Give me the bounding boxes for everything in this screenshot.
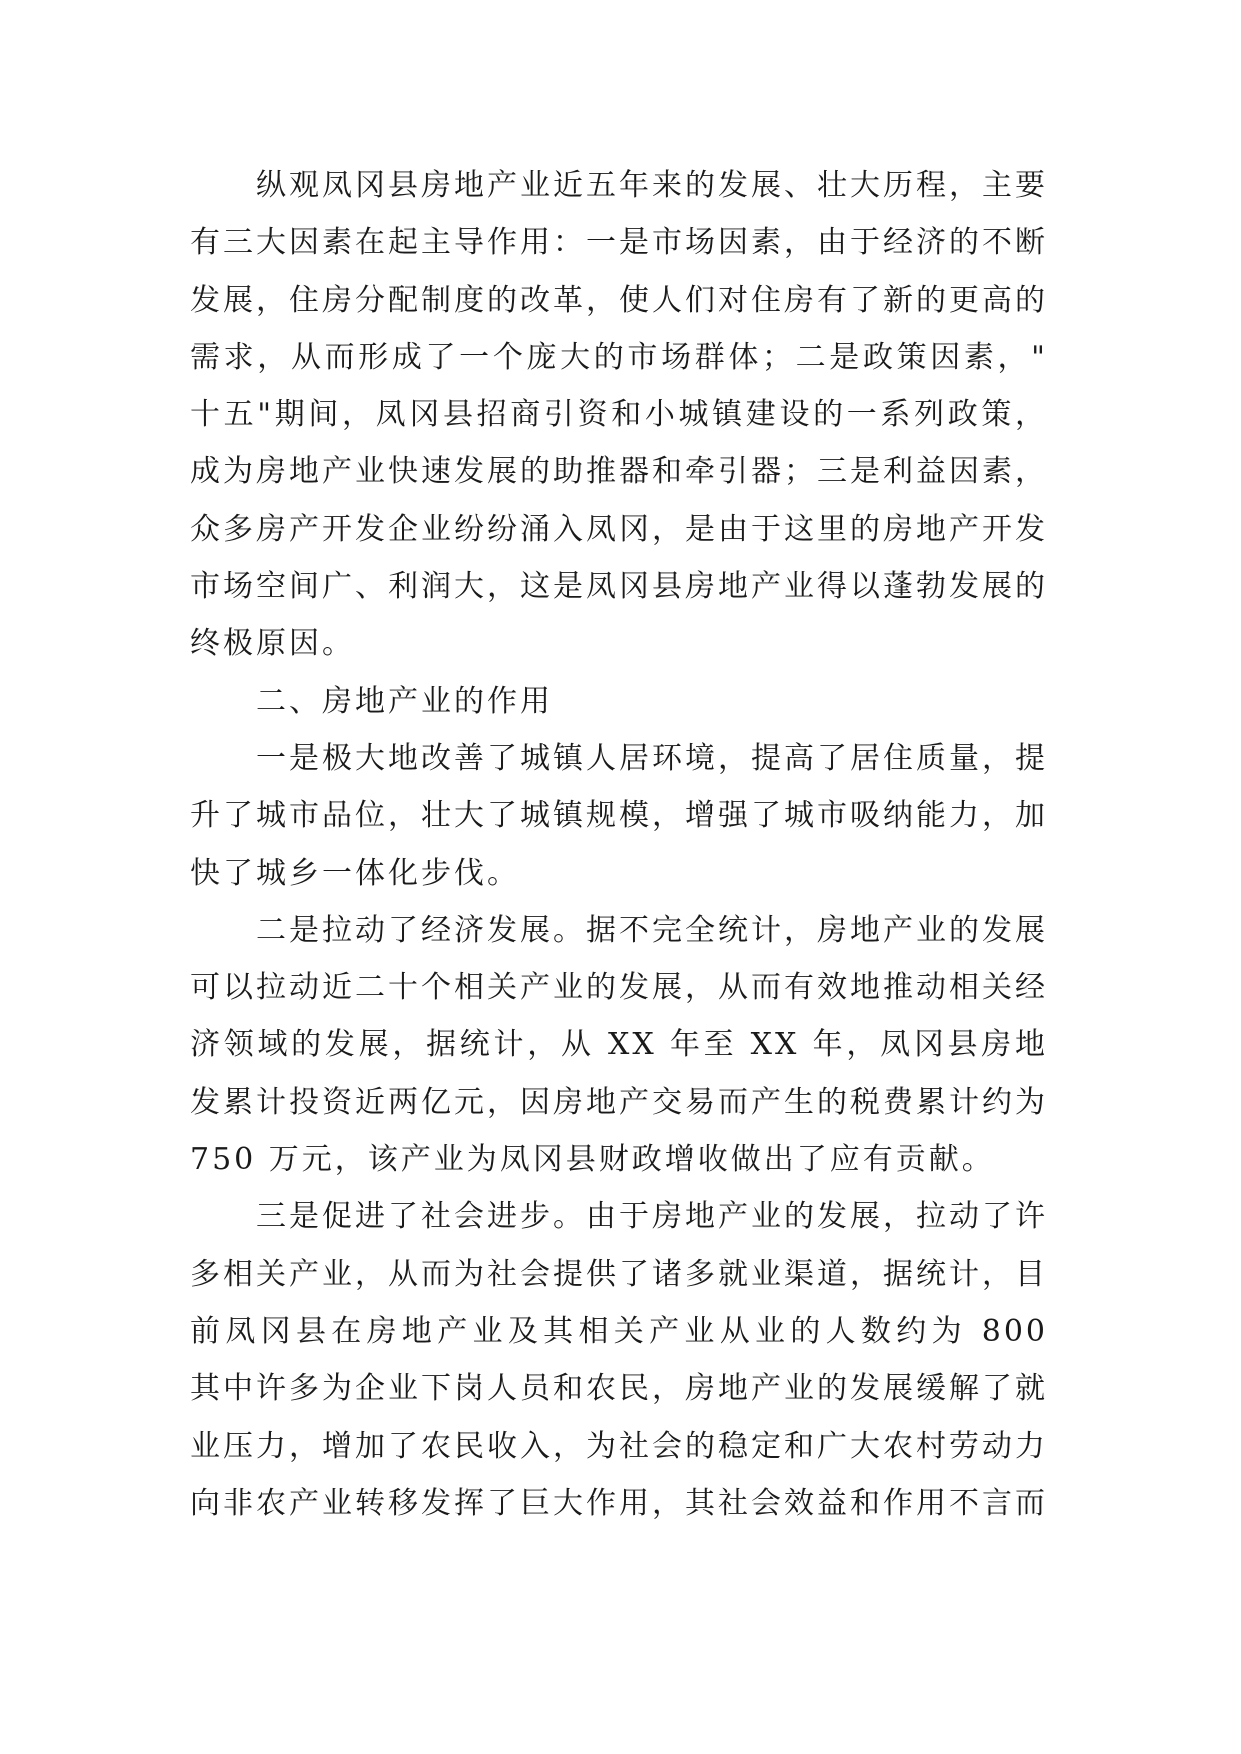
paragraph-line: 其中许多为企业下岗人员和农民，房地产业的发展缓解了就 — [190, 1371, 1048, 1407]
paragraph-living-environment — [190, 730, 1048, 902]
paragraph-line: 多相关产业，从而为社会提供了诸多就业渠道，据统计，目 — [190, 1256, 1048, 1292]
paragraph-line: 业压力，增加了农民收入，为社会的稳定和广大农村劳动力 — [190, 1428, 1048, 1464]
paragraph-line: 二是拉动了经济发展。据不完全统计，房地产业的发展 — [256, 912, 1048, 948]
paragraph-line: 向非农产业转移发挥了巨大作用，其社会效益和作用不言而 — [190, 1485, 1048, 1521]
paragraph-line: 快了城乡一体化步伐。 — [190, 855, 520, 891]
paragraph-social-progress — [190, 1188, 1048, 1532]
paragraph-line: 前凤冈县在房地产业及其相关产业从业的人数约为 800 — [190, 1313, 1048, 1349]
paragraph-line: 纵观凤冈县房地产业近五年来的发展、壮大历程，主要 — [256, 168, 1048, 203]
paragraph-line: 升了城市品位，壮大了城镇规模，增强了城市吸纳能力，加 — [190, 798, 1048, 834]
section-heading-text: 二、房地产业的作用 — [256, 683, 553, 719]
paragraph-line: 终极原因。 — [190, 626, 355, 662]
section-heading — [190, 673, 1048, 730]
paragraph-line: 成为房地产业快速发展的助推器和牵引器；三是利益因素， — [190, 454, 1048, 490]
paragraph-line: 发展，住房分配制度的改革，使人们对住房有了新的更高的 — [190, 282, 1048, 318]
paragraph-line: 三是促进了社会进步。由于房地产业的发展，拉动了许 — [256, 1199, 1048, 1235]
paragraph-growth-factors — [190, 157, 1048, 673]
paragraph-line: 750 万元，该产业为凤冈县财政增收做出了应有贡献。 — [190, 1142, 995, 1178]
paragraph-line: 一是极大地改善了城镇人居环境，提高了居住质量，提 — [256, 740, 1048, 776]
paragraph-economic-development — [190, 902, 1048, 1188]
paragraph-line: 济领域的发展，据统计，从 XX 年至 XX 年，凤冈县房地 — [190, 1027, 1048, 1063]
paragraph-line: 众多房产开发企业纷纷涌入凤冈，是由于这里的房地产开发 — [190, 511, 1048, 547]
paragraph-line: 需求，从而形成了一个庞大的市场群体；二是政策因素，" — [190, 339, 1048, 375]
paragraph-line: 十五"期间，凤冈县招商引资和小城镇建设的一系列政策， — [190, 397, 1048, 433]
paragraph-line: 发累计投资近两亿元，因房地产交易而产生的税费累计约为 — [190, 1084, 1048, 1120]
paragraph-line: 市场空间广、利润大，这是凤冈县房地产业得以蓬勃发展的 — [190, 569, 1048, 605]
paragraph-line: 有三大因素在起主导作用：一是市场因素，由于经济的不断 — [190, 225, 1048, 261]
paragraph-line: 可以拉动近二十个相关产业的发展，从而有效地推动相关经 — [190, 970, 1048, 1006]
document-body — [190, 157, 1048, 1532]
